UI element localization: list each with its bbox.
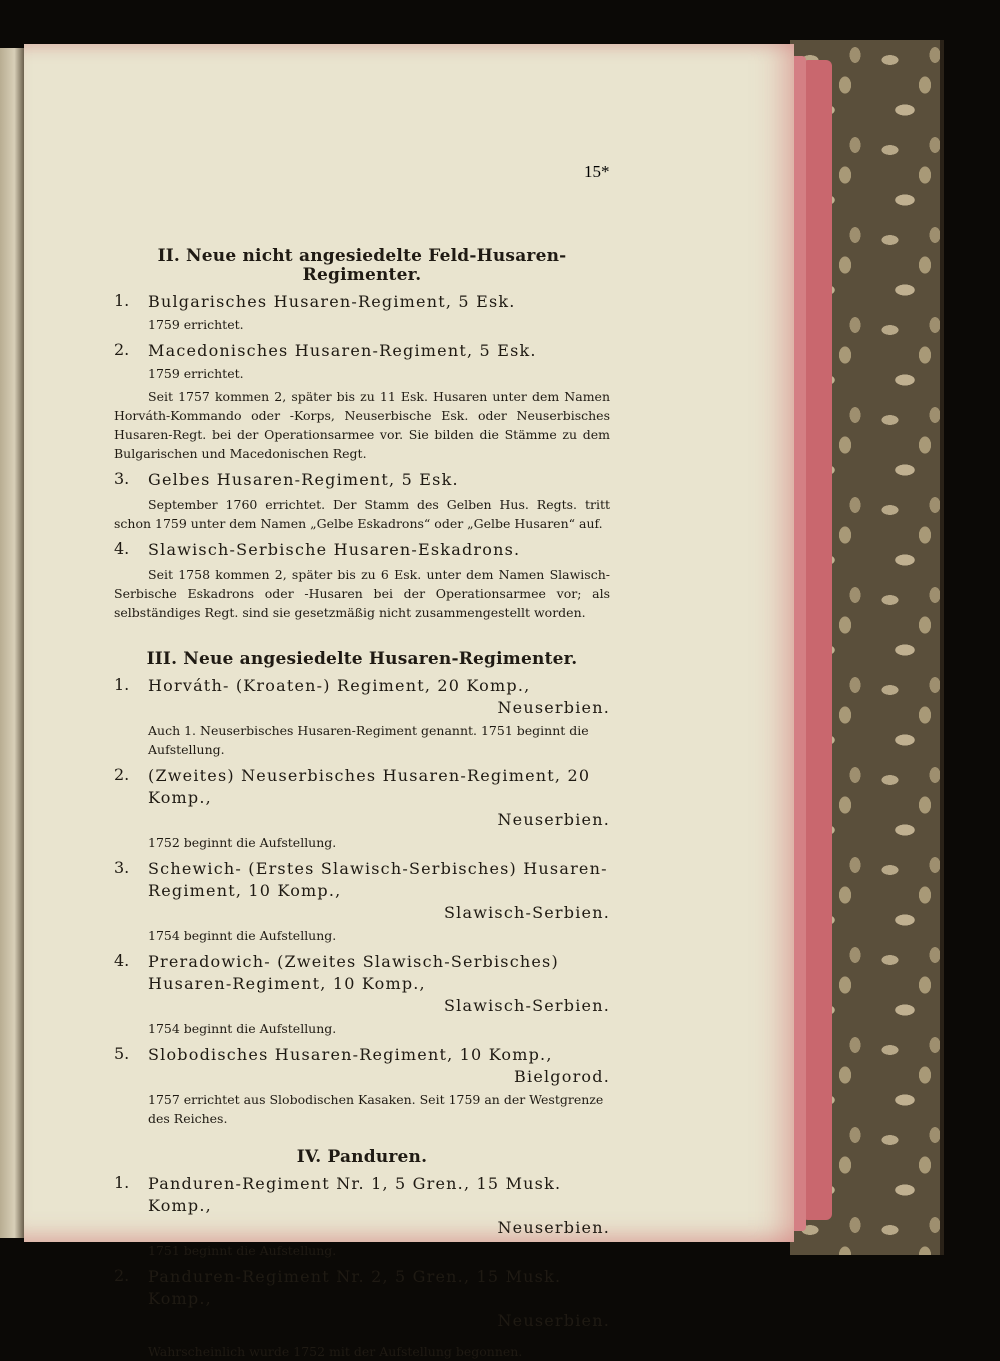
entry-location: Neuserbien.	[497, 1311, 610, 1330]
regiment-entry	[114, 1173, 610, 1239]
regiment-entry	[114, 675, 610, 719]
left-page-edge	[0, 48, 24, 1238]
regiment-entry	[114, 765, 610, 831]
entry-number: 3.	[114, 469, 130, 488]
section-title: Neue nicht angesiedelte Feld-Husaren-Regimenter.	[186, 246, 567, 285]
entry-note: 1754 beginnt die Aufstellung.	[148, 1021, 337, 1036]
entry-note: Auch 1. Neuserbisches Husaren-Regiment genannt. 1751 beginnt die Aufstellung.	[148, 723, 589, 757]
section-heading-iv	[114, 1148, 610, 1167]
regiment-entry	[114, 340, 610, 362]
entry-note: 1759 errichtet.	[148, 366, 244, 381]
final-note: Wahrscheinlich wurde 1752 mit der Aufstellung begonnen.	[148, 1344, 523, 1359]
entry-location: Neuserbien.	[497, 810, 610, 829]
entry-number: 2.	[114, 1266, 130, 1285]
red-page-edge	[802, 60, 832, 1220]
entry-location: Slawisch-Serbien.	[443, 903, 610, 922]
section-paragraph: September 1760 errichtet. Der Stamm des Gelben Hus. Regts. tritt schon 1759 unter dem Namen „Gelbe Eskadrons“ oder „Gelbe Husaren“ auf.	[114, 497, 610, 531]
section-numeral: III.	[146, 649, 178, 669]
entry-number: 1.	[114, 291, 130, 310]
regiment-entry	[114, 291, 610, 313]
entry-title: (Zweites) Neuserbisches Husaren-Regiment, 20 Komp.,	[148, 766, 591, 807]
entry-location: Bielgorod.	[514, 1067, 610, 1086]
section-paragraph: Seit 1758 kommen 2, später bis zu 6 Esk. unter dem Namen Slawisch-Serbische Eskadrons oder -Husaren bei der Operationsarmee vor; als selbständiges Regt. sind sie gesetzmäßig nicht zusammengestellt worden.	[114, 567, 610, 620]
entry-number: 4.	[114, 539, 130, 558]
entry-note: 1759 errichtet.	[148, 317, 244, 332]
entry-number: 5.	[114, 1044, 130, 1063]
entry-title: Bulgarisches Husaren-Regiment, 5 Esk.	[148, 292, 516, 311]
regiment-entry	[114, 951, 610, 1017]
section-heading-iii	[114, 650, 610, 669]
entry-number: 4.	[114, 951, 130, 970]
entry-note: 1757 errichtet aus Slobodischen Kasaken. Seit 1759 an der Westgrenze des Reiches.	[148, 1092, 604, 1126]
entry-title: Slobodisches Husaren-Regiment, 10 Komp.,	[148, 1045, 553, 1064]
section-heading-ii	[114, 247, 610, 285]
entry-title: Macedonisches Husaren-Regiment, 5 Esk.	[148, 341, 537, 360]
page-number: 15*	[584, 162, 610, 181]
entry-note: 1754 beginnt die Aufstellung.	[148, 928, 337, 943]
entry-location: Neuserbien.	[497, 1218, 610, 1237]
regiment-entry	[114, 1266, 610, 1332]
entry-number: 2.	[114, 765, 130, 784]
entry-title: Slawisch-Serbische Husaren-Eskadrons.	[148, 540, 521, 559]
entry-location: Neuserbien.	[497, 698, 610, 717]
entry-title: Panduren-Regiment Nr. 1, 5 Gren., 15 Musk. Komp.,	[148, 1174, 562, 1215]
regiment-entry	[114, 539, 610, 561]
entry-number: 3.	[114, 858, 130, 877]
entry-number: 1.	[114, 675, 130, 694]
section-numeral: II.	[157, 246, 181, 266]
regiment-entry	[114, 1044, 610, 1088]
page-content	[114, 159, 610, 1361]
regiment-entry	[114, 858, 610, 924]
section-paragraph: Seit 1757 kommen 2, später bis zu 11 Esk. Husaren unter dem Namen Horváth-Kommando oder -Korps, Neuserbische Esk. oder Neuserbisches Husaren-Regt. bei der Operationsarmee vor. Sie bilden die Stämme zu dem Bulgarischen und Macedonischen Regt.	[114, 389, 610, 461]
section-numeral: IV.	[296, 1147, 322, 1167]
entry-title: Schewich- (Erstes Slawisch-Serbisches) Husaren-Regiment, 10 Komp.,	[148, 859, 608, 900]
book-page	[24, 44, 794, 1359]
section-title: Panduren.	[327, 1147, 428, 1167]
entry-location: Slawisch-Serbien.	[443, 996, 610, 1015]
entry-number: 1.	[114, 1173, 130, 1192]
entry-number: 2.	[114, 340, 130, 359]
entry-note: 1752 beginnt die Aufstellung.	[148, 835, 337, 850]
entry-title: Panduren-Regiment Nr. 2, 5 Gren., 15 Musk. Komp.,	[148, 1267, 562, 1308]
entry-note: 1751 beginnt die Aufstellung.	[148, 1243, 337, 1258]
entry-title: Preradowich- (Zweites Slawisch-Serbisches) Husaren-Regiment, 10 Komp.,	[148, 952, 559, 993]
section-title: Neue angesiedelte Husaren-Regimenter.	[183, 649, 578, 669]
regiment-entry	[114, 469, 610, 491]
entry-title: Gelbes Husaren-Regiment, 5 Esk.	[148, 470, 459, 489]
entry-title: Horváth- (Kroaten-) Regiment, 20 Komp.,	[148, 676, 531, 695]
